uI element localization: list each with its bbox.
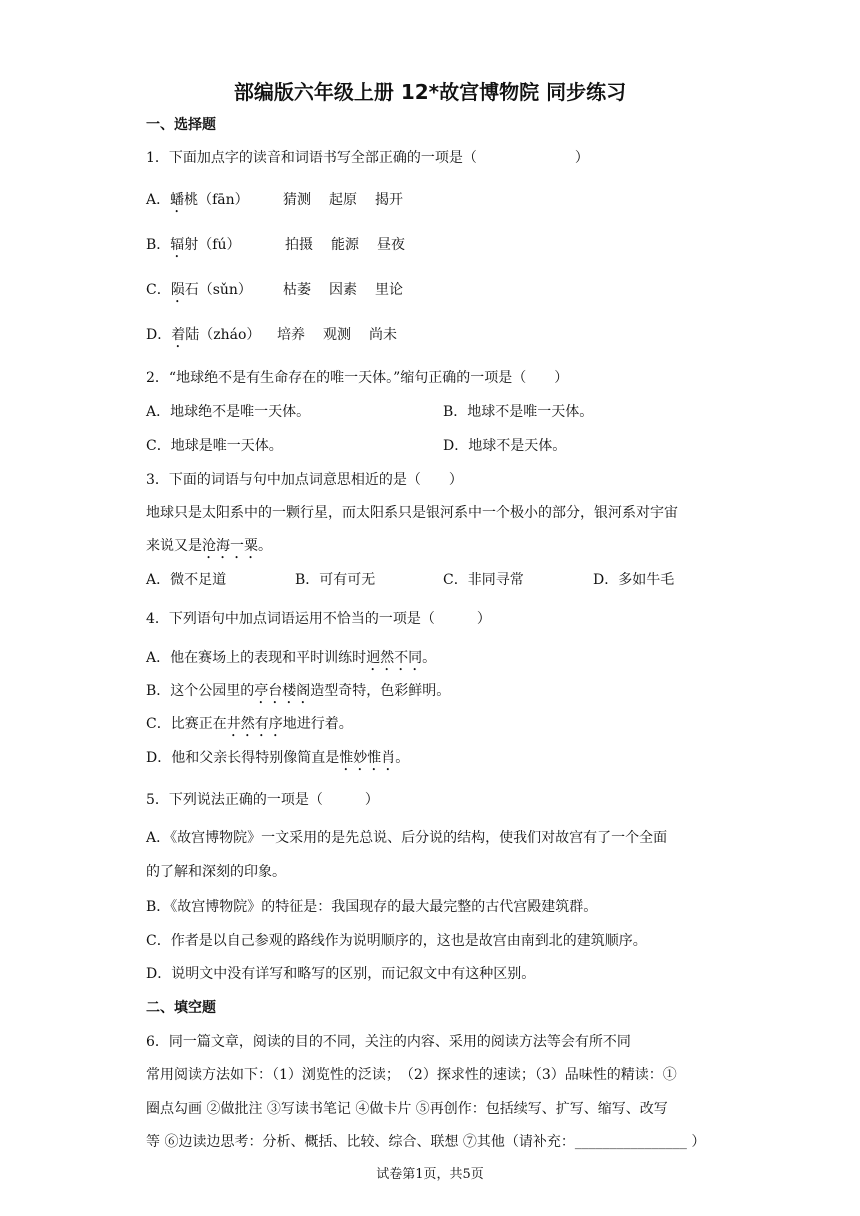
option-pinyin: 桃（fān） [184, 192, 249, 208]
question-1-option-b [146, 234, 241, 261]
question-3-stem: 3．下面的词语与句中加点词意思相近的是（ ） [146, 472, 463, 488]
option-text: 。 [395, 750, 410, 766]
question-2-stem: 2．“地球绝不是有生命存在的唯一天体。”缩句正确的一项是（ ） [146, 370, 569, 386]
page-title: 部编版六年级上册 12*故宫博物院 同步练习 [233, 80, 627, 104]
question-6-line-1: 6．同一篇文章，阅读的目的不同，关注的内容、采用的阅读方法等会有所不同 [146, 1034, 631, 1050]
question-4-option-d [146, 747, 409, 774]
passage-text: 来说又是 [146, 538, 202, 554]
question-4-option-a [146, 647, 436, 674]
option-pinyin: 陆（zháo） [185, 327, 261, 343]
dotted-phrase: 惟妙惟肖 [339, 750, 396, 766]
question-4-option-c [146, 713, 353, 740]
question-3-option-a: A．微不足道 [146, 572, 227, 588]
dotted-phrase: 沧海一粟 [202, 538, 258, 554]
question-1-text: 1．下面加点字的读音和词语书写全部正确的一项是（ [146, 150, 477, 166]
question-5-option-b: B．《故宫博物院》的特征是：我国现存的最大最完整的古代宫殿建筑群。 [146, 899, 598, 915]
option-pinyin: 石（sǔn） [184, 282, 252, 298]
option-text: A．他在赛场上的表现和平时训练时 [146, 650, 367, 666]
question-3-option-b: B．可有可无 [295, 572, 376, 588]
question-5-stem: 5．下列说法正确的一项是（ ） [146, 792, 379, 808]
word: 因素 [329, 282, 357, 298]
question-1-option-d-words [277, 324, 397, 344]
question-4-stem: 4．下列语句中加点词语运用不恰当的一项是（ ） [146, 611, 491, 627]
option-label: A． [146, 192, 171, 208]
option-pinyin: 射（fú） [184, 237, 241, 253]
question-4-option-b [146, 680, 450, 707]
dotted-char: 蟠 [170, 192, 185, 208]
option-text: 造型奇特，色彩鲜明。 [310, 683, 451, 699]
option-text: 地进行着。 [282, 716, 353, 732]
word: 观测 [323, 327, 351, 343]
question-1-option-d [146, 324, 260, 351]
word: 培养 [277, 327, 305, 343]
question-2-option-b: B．地球不是唯一天体。 [443, 404, 594, 420]
word: 尚未 [369, 327, 397, 343]
dotted-phrase: 井然有序 [226, 716, 283, 732]
question-5-option-a-line-1: A．《故宫博物院》一文采用的是先总说、后分说的结构，使我们对故宫有了一个全面 [146, 830, 668, 846]
question-2-option-d: D．地球不是天体。 [443, 438, 567, 454]
option-label: D． [146, 327, 172, 343]
word: 昼夜 [377, 237, 405, 253]
dotted-phrase: 亭台楼阁 [254, 683, 311, 699]
option-text: 。 [422, 650, 437, 666]
question-3-passage-line-1: 地球只是太阳系中的一颗行星，而太阳系只是银河系中一个极小的部分，银河系对宇宙 [146, 505, 678, 521]
section-heading-fill: 二、填空题 [146, 1000, 216, 1016]
section-heading-choice: 一、选择题 [146, 117, 216, 133]
option-text: C．比赛正在 [146, 716, 227, 732]
question-5-option-d: D．说明文中没有详写和略写的区别，而记叙文中有这种区别。 [146, 966, 536, 982]
option-label: C． [146, 282, 171, 298]
dotted-char: 辐 [170, 237, 185, 253]
question-2-option-c: C．地球是唯一天体。 [146, 438, 283, 454]
question-1-option-b-words [285, 234, 405, 254]
option-label: B． [146, 237, 171, 253]
question-1-option-a [146, 189, 249, 216]
word: 能源 [331, 237, 359, 253]
option-text: D．他和父亲长得特别像简直是 [146, 750, 340, 766]
word: 里论 [375, 282, 403, 298]
question-3-option-c: C．非同寻常 [443, 572, 524, 588]
option-text: B．这个公园里的 [146, 683, 255, 699]
question-5-option-a-line-2: 的了解和深刻的印象。 [146, 864, 286, 880]
question-6-line-3: 圈点勾画 ②做批注 ③写读书笔记 ④做卡片 ⑤再创作：包括续写、扩写、缩写、改写 [146, 1101, 668, 1117]
question-6-line-2: 常用阅读方法如下：（1）浏览性的泛读； （2）探求性的速读；（3）品味性的精读：① [146, 1067, 677, 1083]
question-3-option-d: D．多如牛毛 [593, 572, 675, 588]
question-3-passage-line-2 [146, 535, 272, 562]
question-2-option-a: A．地球绝不是唯一天体。 [146, 404, 311, 420]
word: 枯萎 [283, 282, 311, 298]
question-1-close: ） [574, 150, 589, 166]
passage-text: 。 [258, 538, 272, 554]
question-1-stem [146, 147, 589, 167]
dotted-char: 着 [171, 327, 186, 343]
question-5-option-c: C．作者是以自己参观的路线作为说明顺序的，这也是故宫由南到北的建筑顺序。 [146, 933, 647, 949]
word: 猜测 [283, 192, 311, 208]
question-6-line-4: 等 ⑥边读边思考：分析、概括、比较、综合、联想 ⑦其他（请补充：________________ ） [146, 1134, 706, 1150]
question-1-option-c [146, 279, 252, 306]
word: 揭开 [375, 192, 403, 208]
word: 起原 [329, 192, 357, 208]
page-footer: 试卷第1页，共5页 [376, 1167, 484, 1182]
question-1-option-a-words [283, 189, 403, 209]
dotted-phrase: 迥然不同 [366, 650, 423, 666]
dotted-char: 陨 [170, 282, 185, 298]
question-1-option-c-words [283, 279, 403, 299]
word: 拍摄 [285, 237, 313, 253]
